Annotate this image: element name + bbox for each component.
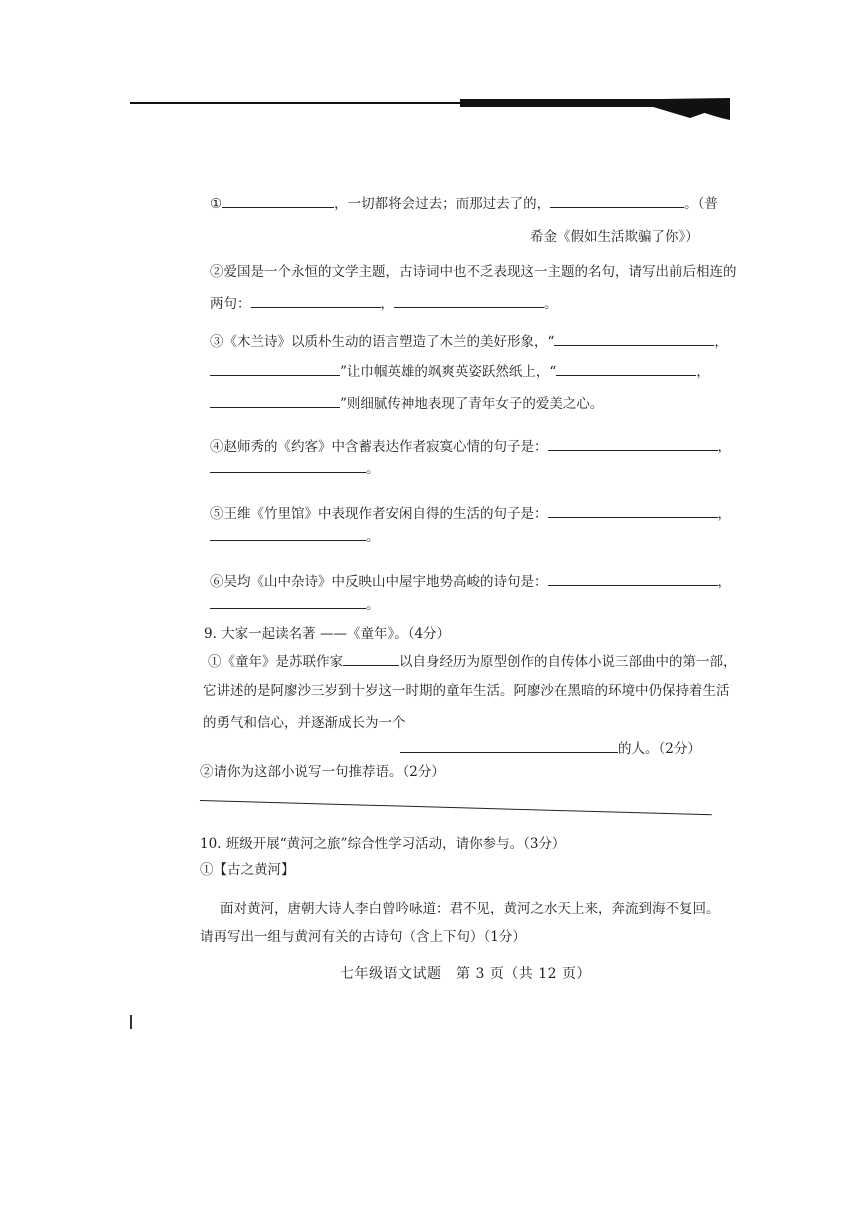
q8-item2-line1: ②爱国是一个永恒的文学主题，古诗词中也不乏表现这一主题的名句，请写出前后相连的 bbox=[210, 264, 737, 280]
q8-item1-line1 bbox=[210, 193, 718, 214]
answer-blank[interactable] bbox=[210, 526, 366, 541]
q8-item4-line1 bbox=[210, 436, 731, 457]
answer-blank[interactable] bbox=[210, 458, 366, 473]
q10-para1: 面对黄河，唐朝大诗人李白曾吟咏道：君不见，黄河之水天上来，奔流到海不复回。 bbox=[220, 901, 720, 917]
comma-text: ， bbox=[717, 439, 731, 455]
period-text: 。 bbox=[366, 529, 380, 545]
q9-line2: 它讲述的是阿廖沙三岁到十岁这一时期的童年生活。阿廖沙在黑暗的环境中仍保持着生活 bbox=[203, 683, 730, 699]
comma-text: ， bbox=[717, 574, 731, 590]
comma-text: ， bbox=[714, 334, 728, 350]
period-text: 。 bbox=[544, 296, 558, 312]
q8-item3-text1: ③《木兰诗》以质朴生动的语言塑造了木兰的美好形象，“ bbox=[210, 334, 555, 350]
q8-item5-line2 bbox=[210, 526, 380, 547]
circled-one-marker: ① bbox=[210, 196, 223, 212]
q8-item5-line1 bbox=[210, 503, 731, 524]
answer-blank[interactable] bbox=[554, 331, 714, 346]
answer-blank[interactable] bbox=[251, 293, 381, 308]
answer-blank[interactable] bbox=[550, 193, 684, 208]
answer-blank[interactable] bbox=[343, 651, 399, 666]
answer-line[interactable] bbox=[200, 800, 712, 815]
answer-blank[interactable] bbox=[548, 503, 718, 518]
q8-item3-line1 bbox=[210, 331, 728, 352]
q9-line3-b: 的人。（2分） bbox=[618, 741, 701, 757]
scan-edge-bar bbox=[130, 96, 730, 120]
answer-blank[interactable] bbox=[210, 393, 340, 408]
answer-blank[interactable] bbox=[400, 738, 618, 753]
q9-line1 bbox=[208, 651, 737, 672]
q8-item1-end: 。（普 bbox=[684, 196, 718, 212]
q8-item2-line2 bbox=[210, 293, 558, 314]
q9-line3-blank bbox=[400, 738, 701, 759]
q8-item4-line2 bbox=[210, 458, 380, 479]
q9-line3-a: 的勇气和信心，并逐渐成长为一个 bbox=[203, 715, 406, 731]
answer-blank[interactable] bbox=[548, 571, 718, 586]
period-text: 。 bbox=[366, 461, 380, 477]
q9-line1-a: ①《童年》是苏联作家 bbox=[208, 654, 343, 670]
q10-sub1: ①【古之黄河】 bbox=[200, 862, 295, 878]
comma-text: ， bbox=[380, 296, 394, 312]
answer-blank[interactable] bbox=[210, 361, 340, 376]
q9-line3 bbox=[203, 713, 406, 733]
answer-blank[interactable] bbox=[548, 436, 718, 451]
q8-item6-line2 bbox=[210, 594, 380, 615]
q10-para2: 请再写出一组与黄河有关的古诗句（含上下句）（1分） bbox=[200, 929, 526, 945]
q8-item2-label: 两句： bbox=[210, 296, 251, 312]
comma-text: ， bbox=[717, 506, 731, 522]
q8-item3-line3 bbox=[210, 393, 603, 414]
q8-item1-mid: ，一切都将会过去；而那过去了的， bbox=[334, 196, 551, 212]
scan-margin-mark bbox=[130, 1015, 132, 1029]
q8-item3-text3: ”则细腻传神地表现了青年女子的爱美之心。 bbox=[340, 396, 604, 412]
q9-line4: ②请你为这部小说写一句推荐语。（2分） bbox=[200, 764, 445, 780]
q8-item3-line2 bbox=[210, 361, 710, 382]
q9-title: 9. 大家一起读名著 ——《童年》。（4分） bbox=[204, 626, 451, 642]
period-text: 。 bbox=[366, 597, 380, 613]
answer-blank[interactable] bbox=[394, 293, 544, 308]
q8-item4-text: ④赵师秀的《约客》中含蓄表达作者寂寞心情的句子是： bbox=[210, 439, 548, 455]
q8-item1-source: 希金《假如生活欺骗了你》） bbox=[530, 229, 699, 245]
answer-blank[interactable] bbox=[210, 594, 366, 609]
page-footer: 七年级语文试题 第 3 页（共 12 页） bbox=[340, 966, 592, 982]
q8-item6-line1 bbox=[210, 571, 731, 592]
answer-blank[interactable] bbox=[222, 193, 334, 208]
q8-item6-text: ⑥吴均《山中杂诗》中反映山中屋宇地势高峻的诗句是： bbox=[210, 574, 548, 590]
q8-item5-text: ⑤王维《竹里馆》中表现作者安闲自得的生活的句子是： bbox=[210, 506, 548, 522]
q9-line1-b: 以自身经历为原型创作的自传体小说三部曲中的第一部， bbox=[399, 654, 737, 670]
q8-item3-text2: ”让巾帼英雄的飒爽英姿跃然纸上，“ bbox=[340, 364, 557, 380]
q10-title: 10. 班级开展“黄河之旅”综合性学习活动，请你参与。（3分） bbox=[200, 836, 566, 852]
comma-text: ， bbox=[696, 364, 710, 380]
answer-blank[interactable] bbox=[556, 361, 696, 376]
